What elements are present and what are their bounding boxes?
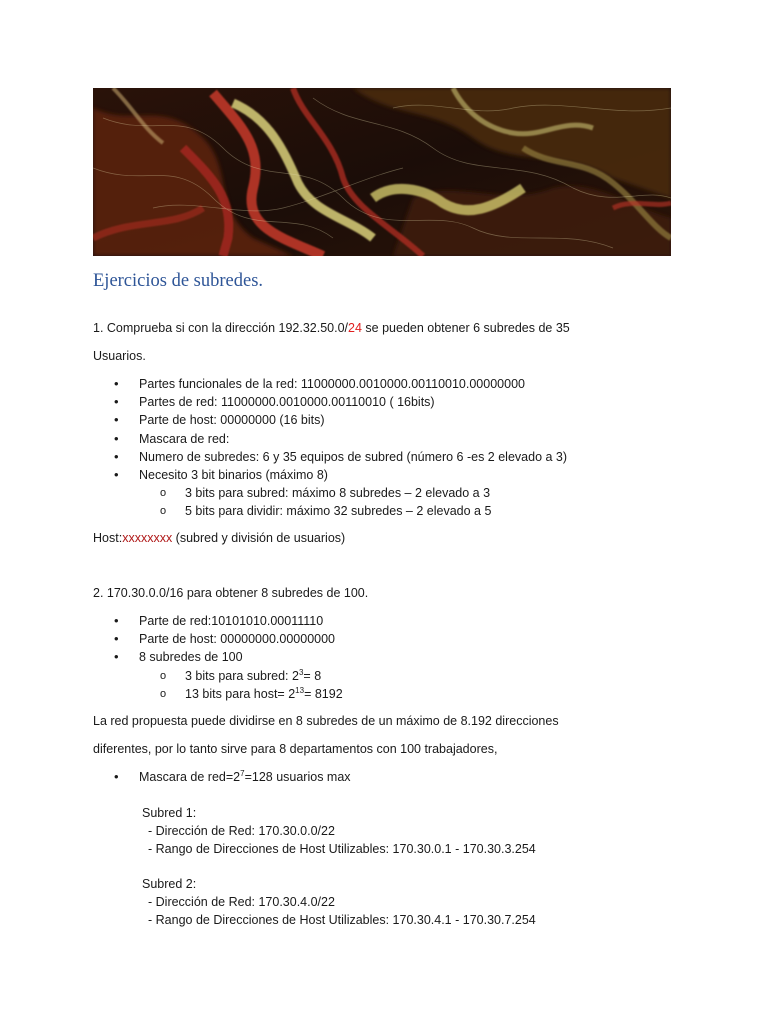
sub-list-item xyxy=(160,502,491,520)
list-item xyxy=(114,430,567,448)
sub-list-item xyxy=(160,667,343,685)
list-item-text: Numero de subredes: 6 y 35 equipos de subred (número 6 -es 2 elevado a 3) xyxy=(139,449,568,464)
sub-list-item-text: 3 bits para subred: máximo 8 subredes – 2 elevado a 3 xyxy=(185,486,491,500)
sub-list-item-text: 5 bits para dividir: máximo 32 subredes – 2 elevado a 5 xyxy=(185,504,492,519)
list-item xyxy=(114,375,567,393)
host-label: Host: xyxy=(93,531,123,545)
exercise-1-sub-list xyxy=(160,484,491,520)
list-item xyxy=(114,612,335,630)
exercise-2-question: 2. 170.30.0.0/16 para obtener 8 subredes de 100. xyxy=(93,586,369,600)
bullet-icon: • xyxy=(114,613,119,628)
list-item-result: =128 usuarios max xyxy=(244,770,351,784)
exercise-1-text-start: 1. Comprueba si con la dirección 192.32.50.0/ xyxy=(93,321,349,335)
list-item-text: Partes funcionales de la red: 11000000.0010000.00110010.00000000 xyxy=(139,377,525,391)
bullet-icon: • xyxy=(114,769,119,784)
subnet-name: Subred 1: xyxy=(142,806,197,820)
circle-bullet-icon: o xyxy=(160,487,167,499)
list-item-text: Parte de red:10101010.00011110 xyxy=(139,614,324,628)
bullet-icon: • xyxy=(114,430,119,446)
host-line xyxy=(93,531,345,545)
abstract-banner-image xyxy=(93,88,671,256)
list-item-text: Mascara de red: xyxy=(139,431,230,446)
bullet-icon: • xyxy=(114,448,119,464)
bullet-icon: • xyxy=(114,394,119,410)
subnet-network: - Dirección de Red: 170.30.4.0/22 xyxy=(148,895,335,909)
bullet-icon: • xyxy=(114,649,119,665)
list-item xyxy=(114,393,567,411)
sub-list-item-text: 3 bits para subred: 2 xyxy=(185,669,299,683)
bullet-icon: • xyxy=(114,376,119,391)
exponent: 13 xyxy=(295,686,305,696)
list-item xyxy=(114,648,335,666)
host-value: xxxxxxxx xyxy=(122,531,173,545)
list-item-text: Partes de red: 11000000.0010000.00110010 ( 16bits) xyxy=(139,395,435,410)
list-item-text: Parte de host: 00000000.00000000 xyxy=(139,632,336,647)
list-item-text: Necesito 3 bit binarios (máximo 8) xyxy=(139,467,328,482)
host-description: (subred y división de usuarios) xyxy=(172,531,346,545)
subnet-network: - Dirección de Red: 170.30.0.0/22 xyxy=(148,824,335,838)
subnet-host-range: - Rango de Direcciones de Host Utilizables: 170.30.4.1 - 170.30.7.254 xyxy=(148,913,536,927)
list-item xyxy=(114,411,567,429)
circle-bullet-icon: o xyxy=(160,505,167,518)
list-item xyxy=(114,448,567,466)
exponent: 3 xyxy=(298,668,304,677)
abstract-texture-graphic xyxy=(93,88,671,256)
exercise-2-bullet-list xyxy=(114,612,335,667)
sub-list-item xyxy=(160,685,343,703)
bullet-icon: • xyxy=(114,631,119,647)
exponent: 7 xyxy=(240,769,245,778)
subnet-block xyxy=(142,804,536,858)
circle-bullet-icon: o xyxy=(160,688,167,701)
exercise-1-text-end: se pueden obtener 6 subredes de 35 xyxy=(361,321,570,335)
subnet-block xyxy=(142,875,536,929)
subnet-name: Subred 2: xyxy=(142,877,197,891)
exercise-2-sub-list xyxy=(160,667,343,703)
exercise-1-prefix-highlight: 24 xyxy=(348,321,362,335)
list-item xyxy=(114,768,351,786)
paragraph-line: La red propuesta puede dividirse en 8 subredes de un máximo de 8.192 direcciones xyxy=(93,714,559,728)
sub-list-item-result: = 8192 xyxy=(304,687,343,702)
paragraph-line: diferentes, por lo tanto sirve para 8 departamentos con 100 trabajadores, xyxy=(93,742,498,756)
bullet-icon: • xyxy=(114,412,119,428)
list-item-text: Parte de host: 00000000 (16 bits) xyxy=(139,413,325,428)
subnet-host-range: - Rango de Direcciones de Host Utilizables: 170.30.0.1 - 170.30.3.254 xyxy=(148,842,536,856)
list-item-text: Mascara de red=2 xyxy=(139,770,241,784)
sub-list-item-text: 13 bits para host= 2 xyxy=(185,687,296,702)
list-item xyxy=(114,630,335,648)
exercise-1-bullet-list xyxy=(114,375,567,484)
list-item-text: 8 subredes de 100 xyxy=(139,650,243,665)
sub-list-item-result: = 8 xyxy=(303,669,322,683)
mask-bullet-list xyxy=(114,768,351,786)
bullet-icon: • xyxy=(114,466,119,482)
exercise-1-question xyxy=(93,321,570,335)
circle-bullet-icon: o xyxy=(160,670,167,682)
page-heading: Ejercicios de subredes. xyxy=(93,271,264,291)
sub-list-item xyxy=(160,484,491,502)
list-item xyxy=(114,466,567,484)
exercise-1-question-continued: Usuarios. xyxy=(93,349,146,363)
